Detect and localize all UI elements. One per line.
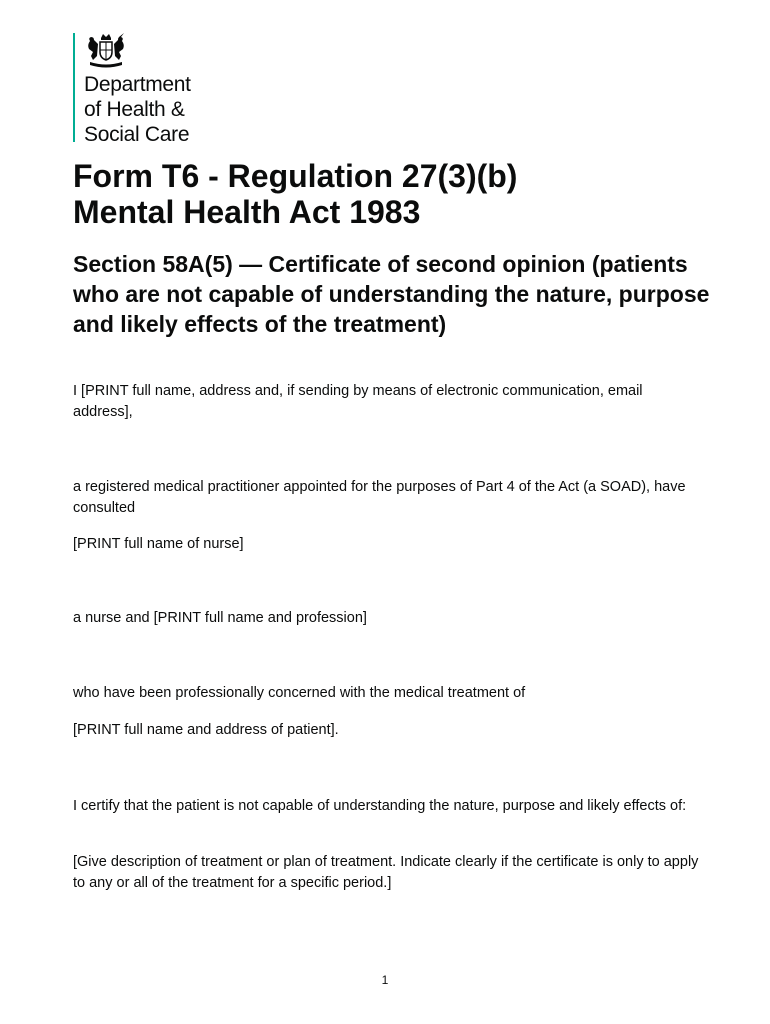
brand-bar [73, 33, 75, 142]
org-name-line-1: Department [84, 73, 191, 96]
royal-coat-of-arms-icon [84, 32, 128, 68]
paragraph-practitioner-name: I [PRINT full name, address and, if sending by means of electronic communication, email address], [73, 383, 643, 420]
section-heading: Section 58A(5) — Certificate of second opinion (patients who are not capable of understanding the nature, purpose and likely effects of the treatment) [73, 251, 710, 337]
paragraph-soad-statement: a registered medical practitioner appointed for the purposes of Part 4 of the Act (a SOAD), have consulted [73, 479, 686, 516]
title-line-1: Form T6 - Regulation 27(3)(b) [73, 158, 518, 194]
document-title [73, 158, 713, 230]
paragraph-patient-name: [PRINT full name and address of patient]. [73, 722, 339, 738]
page-number: 1 [381, 973, 389, 987]
paragraph-certification: I certify that the patient is not capable of understanding the nature, purpose and likely effects of: [73, 798, 687, 814]
organisation-name [84, 72, 191, 147]
paragraph-concerned-with: who have been professionally concerned with the medical treatment of [73, 685, 526, 701]
title-line-2: Mental Health Act 1983 [73, 194, 421, 230]
org-name-line-3: Social Care [84, 123, 190, 146]
paragraph-other-professional: a nurse and [PRINT full name and profession] [73, 610, 367, 626]
paragraph-nurse-name: [PRINT full name of nurse] [73, 536, 244, 552]
paragraph-treatment-description: [Give description of treatment or plan of treatment. Indicate clearly if the certificate is only to apply to any or all of the treatment for a specific period.] [73, 854, 699, 891]
org-name-line-2: of Health & [84, 98, 185, 121]
